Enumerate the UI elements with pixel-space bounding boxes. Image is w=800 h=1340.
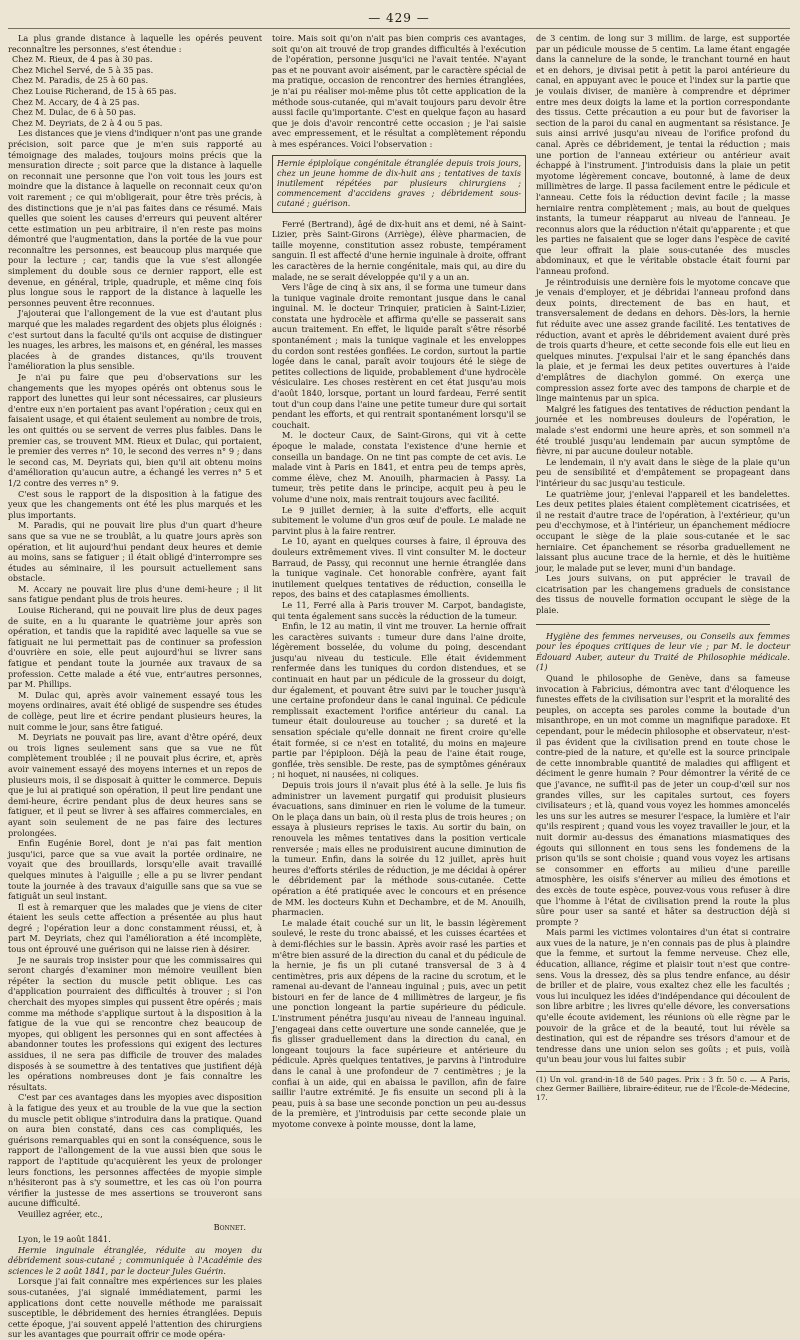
paragraph: Le lendemain, il n'y avait dans le siège de la plaie qu'un peu de sensibilité et d'empâtement se propageant dans l'intérieur du sac jusqu'au testicule.: [536, 456, 790, 488]
column-2: [272, 33, 526, 1183]
footnote: (1) Un vol. grand-in-18 de 540 pages. Prix : 3 fr. 50 c. — A Paris, chez Germer Baillière, libraire-éditeur, rue de l'École-de-Médecine, 17.: [536, 1071, 790, 1103]
paragraph: M. Paradis, qui ne pouvait lire plus d'un quart d'heure sans que sa vue ne se troublât, a lu quatre jours après son opération, et lit aujourd'hui pendant deux heures et demie au moins, sans se fatiguer ; il était obligé d'interrompre ses études au séminaire, il les poursuit actuellement sans obstacle.: [8, 520, 262, 584]
paragraph: Quand le philosophe de Genève, dans sa fameuse invocation à Fabricius, démontra avec tant d'éloquence les funestes effets de la civilisation sur l'esprit et la moralité des peuples, on accepta ses paroles comme la boutade d'un misanthrope, en un mot comme un magnifique paradoxe. Et cependant, pour le médecin philosophe et observateur, n'est-il pas évident que la civilisation prend en toute chose le contre-pied de la nature, et qu'elle est la source principale de cette innombrable quantité de maladies qui affligent et déciment le genre humain ? Pour démontrer la vérité de ce que j'avance, ne suffit-il pas de jeter un coup-d'œil sur nos grandes villes, sur les capitales surtout, ces foyers civilisateurs ; et là, quand vous voyez les hommes amoncelés les uns sur les autres se mesurer l'espace, la lumière et l'air qu'ils respirent ; quand vous les voyez travailler le jour, et la nuit dormir au-dessus des émanations miasmatiques des égouts qui sillonnent en tous sens les fondemens de la prison qu'ils se sont choisie ; quand vous voyez les artisans se consommer en efforts au milieu d'une pareille atmosphère, les oisifs s'énerver au milieu des émotions et des excès de toute espèce, pouvez-vous vous refuser à dire que l'homme à l'état de civilisation prend la route la plus sûre pour user sa santé et hâter sa destruction déjà si prompte ?: [536, 673, 790, 927]
list-item: Chez M. Deyriats, de 2 à 4 ou 5 pas.: [12, 117, 163, 128]
paragraph: Je ne saurais trop insister pour que les commissaires qui seront chargés d'examiner mon mémoire veuillent bien répéter la section du muscle petit oblique. Les cas d'application pourraient des difficultés à trouver ; si l'on cherchait des myopes simples qui pussent être opérés ; mais comme ma méthode s'applique surtout à la disposition à la fatigue de la vue qui se rencontre chez beaucoup de myopes, qui obligent les personnes qui en sont affectées à abandonner toutes les professions qui exigent des lectures assidues, il ne sera pas difficile de trouver des malades disposés à se soumettre à des tentatives que justifient déjà les opérations nombreuses dont je fais connaître les résultats.: [8, 954, 262, 1092]
paragraph: Le 9 juillet dernier, à la suite d'efforts, elle acquit subitement le volume d'un gros œuf de poule. Le malade ne parvint plus à la faire rentrer.: [272, 504, 526, 536]
paragraph: Le malade était couché sur un lit, le bassin légèrement soulevé, le reste du tronc abaissé, et les cuisses écartées et à demi-fléchies sur le bassin. Après avoir rasé les parties et m'être bien assuré de la direction du canal et du pédicule de la hernie, je fis un pli cutané transversal de 3 à 4 centimètres, pris aux dépens de la racine du scrotum, et le ramenai au-devant de l'anneau inguinal ; puis, avec un petit bistouri en fer de lance de 4 millimètres de largeur, je fis une ponction longeant la partie supérieure du pédicule. L'instrument pénétra jusqu'au niveau de l'anneau inguinal. J'engageai dans cette ouverture une sonde cannelée, que je fis glisser graduellement dans la direction du canal, en longeant toujours la face supérieure et antérieure du pédicule. Après quelques tentatives, je parvins à l'introduire dans le canal à une profondeur de 7 centimètres ; je la confiai à un aide, qui en abaissa le pavillon, afin de faire saillir l'autre extrémité. Je fis ensuite un second pli à la peau, puis à sa base une seconde ponction un peu au-dessus de la première, et j'introduisis par cette seconde plaie un myotome convexe à pointe mousse, dont la lame,: [272, 917, 526, 1129]
column-1: [8, 33, 262, 1340]
dateline: Lyon, le 19 août 1841.: [18, 1234, 111, 1245]
paragraph: La plus grande distance à laquelle les opérés peuvent reconnaître les personnes, s'est étendue :: [8, 33, 262, 54]
list-item: Chez Michel Servé, de 5 à 35 pas.: [12, 64, 154, 75]
paragraph: Louise Richerand, qui ne pouvait lire plus de deux pages de suite, en a lu quarante le quatrième jour après son opération, et tandis que la rapidité avec laquelle sa vue se fatiguait ne lui permettait pas de continuer sa profession d'ouvrière en soie, elle peut aujourd'hui se livrer sans fatigue et pendant toute la journée aux travaux de sa profession. Cette malade a été vue, entr'autres personnes, par M. Phillips.: [8, 605, 262, 690]
paragraph: Malgré les fatigues des tentatives de réduction pendant la journée et les nombreuses douleurs de l'opération, le malade s'est endormi une heure après, et son sommeil n'a été troublé jusqu'au lendemain par aucun symptôme de fièvre, ni par aucune douleur notable.: [536, 403, 790, 457]
paragraph: C'est sous le rapport de la disposition à la fatigue des yeux que les changements ont été les plus marqués et les plus importants.: [8, 488, 262, 520]
paragraph: Vers l'âge de cinq à six ans, il se forma une tumeur dans la tunique vaginale droite remontant jusque dans le canal inguinal. M. le docteur Trinquier, praticien à Saint-Lizier, constata une hydrocèle et affirma qu'elle se passerait sans aucun traitement. En effet, le liquide paraît s'être résorbé spontanément ; mais la tunique vaginale et les enveloppes du cordon sont restées gonflées. Le cordon, surtout la partie logée dans le canal, paraît avoir toujours été le siège de petites collections de liquide, probablement d'une hydrocèle vésiculaire. Les choses restèrent en cet état jusqu'au mois d'août 1840, lorsque, portant un lourd fardeau, Ferré sentit tout d'un coup dans l'aine une petite tumeur dure qui sortait pendant les efforts, et qui rentrait spontanément lorsqu'il se couchait.: [272, 282, 526, 430]
list-item: Chez M. Dulac, de 6 à 50 pas.: [12, 107, 136, 118]
section-divider: [536, 624, 770, 625]
case-summary-box: Hernie épiploïque congénitale étranglée depuis trois jours, chez un jeune homme de dix-huit ans ; tentatives de taxis inutilement répétées par plusieurs chirurgiens ; commencement d'accidens graves ; débridement sous-cutané ; guérison.: [272, 155, 526, 213]
paragraph: toire. Mais soit qu'on n'ait pas bien compris ces avantages, soit qu'on ait trouvé de trop grandes difficultés à l'exécution de l'opération, personne jusqu'ici ne l'avait tentée. N'ayant pas et ne pouvant avoir aisément, par le caractère spécial de ma pratique, occasion de rencontrer des hernies étranglées, je n'ai pu réaliser moi-même plus tôt cette application de la méthode sous-cutanée, qui m'avait toujours paru devoir être aussi facile qu'importante. C'est en quelque façon au hasard que je dois d'avoir rencontré cette occasion ; je l'ai saisie avec empressement, et le résultat a complètement répondu à mes espérances. Voici l'observation :: [272, 33, 526, 149]
paragraph: M. Accary ne pouvait lire plus d'une demi-heure ; il lit sans fatigue pendant plus de trois heures.: [8, 583, 262, 605]
paragraph: Mais parmi les victimes volontaires d'un état si contraire aux vues de la nature, je n'en connais pas de plus à plaindre que la femme, et surtout la femme nerveuse. Chez elle, éducation, alliance, régime et plaisir tout n'est que contre-sens. Vous la dressez, dès sa plus tendre enfance, au désir de briller et de plaire, vous exaltez chez elle les facultés ; vous lui inculquez les idées d'indépendance qui découlent de son libre arbitre ; les livres qu'elle dévore, les conversations qu'elle écoute avidement, les réunions où elle règne par le pouvoir de la grâce et de la beauté, tout lui révèle sa destination, qui est de répandre ses trésors d'amour et de tendresse dans une union selon ses goûts ; et puis, voilà qu'un beau jour vous lui faites subir: [536, 927, 790, 1065]
list-item: Chez M. Accary, de 4 à 25 pas.: [12, 96, 140, 107]
list-item: Chez M. Paradis, de 25 à 60 pas.: [12, 75, 149, 86]
paragraph: Les jours suivans, on put apprécier le travail de cicatrisation par les changemens graduels de consistance des tissus de nouvelle formation occupant le siège de la plaie.: [536, 573, 790, 616]
paragraph: Je réintroduisis une dernière fois le myotome concave que je venais d'employer, et je débridai l'anneau profond dans deux points, directement de bas en haut, et transversalement de dedans en dehors. Dès-lors, la hernie fut réduite avec une assez grande facilité. Les tentatives de réduction, avant et après le débridement avaient duré près de trois quarts d'heure, et cette seconde fois elle eut lieu en quelques minutes. J'expulsai l'air et le sang épanchés dans la plaie, et je fermai les deux petites ouvertures à l'aide d'emplâtres de diachylon gommé. On exerça une compression assez forte avec des tampons de charpie et de linge maintenus par un spica.: [536, 276, 790, 404]
paragraph: Depuis trois jours il n'avait plus été à la selle. Je luis fis administrer un lavement purgatif qui produisit plusieurs évacuations, sans diminuer en rien le volume de la tumeur. On le plaça dans un bain, où il resta plus de trois heures ; on essaya à plusieurs reprises le taxis. Au sortir du bain, on renouvela les mêmes tentatives dans la position verticale renversée ; mais elles ne produisirent aucune diminution de la tumeur. Enfin, dans la soirée du 12 juillet, après huit heures d'efforts stériles de réduction, je me décidai à opérer le débridement par la méthode sous-cutanée. Cette opération a été pratiquée avec le concours et en présence de MM. les docteurs Kuhn et Dechambre, et de M. Anouilh, pharmacien.: [272, 780, 526, 918]
paragraph: M. Deyriats ne pouvait pas lire, avant d'être opéré, deux ou trois lignes seulement sans que sa vue ne fût complètement troublée ; il ne pouvait plus écrire, et, après avoir vainement essayé des moyens internes et un repos de plusieurs mois, il se disposait à quitter le commerce. Depuis que je lui ai pratiqué son opération, il peut lire pendant une demi-heure, écrire pendant plus de deux heures sans se fatiguer, et il peut se livrer à ses affaires commerciales, en ayant soin seulement de ne pas faire des lectures prolongées.: [8, 732, 262, 838]
column-3: [536, 33, 790, 1183]
paragraph: M. le docteur Caux, de Saint-Girons, qui vit à cette époque le malade, constata l'existence d'une hernie et conseilla un bandage. On ne tint pas compte de cet avis. Le malade vint à Paris en 1841, et entra peu de temps après, comme élève, chez M. Anouilh, pharmacien à Passy. La tumeur, très petite dans le principe, acquit peu à peu le volume d'une noix, mais rentrait toujours avec facilité.: [272, 430, 526, 504]
paragraph: Ferré (Bertrand), âgé de dix-huit ans et demi, né à Saint-Lizier, près Saint-Girons (Arriège), élève pharmacien, de taille moyenne, constitution assez robuste, tempérament sanguin. Il est affecté d'une hernie inguinale à droite, offrant les caractères de la hernie congénitale, mais qui, au dire du malade, ne se serait développée qu'il y a un an.: [272, 218, 526, 282]
list-item: Chez M. Rieux, de 4 pas à 30 pas.: [12, 54, 153, 65]
paragraph: Enfin Eugénie Borel, dont je n'ai pas fait mention jusqu'ici, parce que sa vue avait la portée ordinaire, ne voyait que des brouillards, lorsqu'elle avait travaillé quelques minutes à l'aiguille ; elle a pu se livrer pendant toute la journée à des travaux d'aiguille sans que sa vue se fatiguât un seul instant.: [8, 838, 262, 902]
article-heading: Hernie inguinale étranglée, réduite au moyen du débridement sous-cutané ; communiquée à l'Académie des sciences le 2 août 1841, par le docteur Jules Guérin.: [8, 1244, 262, 1276]
paragraph: Le 10, ayant en quelques courses à faire, il éprouva des douleurs extrêmement vives. Il vint consulter M. le docteur Barraud, de Passy, qui reconnut une hernie étranglée dans la tunique vaginale. Cet honorable confrère, ayant fait inutilement quelques tentatives de réduction, conseilla le repos, des bains et des cataplasmes émollients.: [272, 536, 526, 600]
paragraph: J'ajouterai que l'allongement de la vue est d'autant plus marqué que les malades regardent des objets plus éloignés : c'est surtout dans la faculté qu'ils ont acquise de distinguer les nuages, les arbres, les maisons et, en général, les masses placées à de grandes distances, qu'ils trouvent l'amélioration la plus sensible.: [8, 308, 262, 372]
closing: Veuillez agréer, etc.,: [18, 1208, 103, 1219]
paragraph: Le quatrième jour, j'enlevai l'appareil et les bandelettes. Les deux petites plaies étaient complètement cicatrisées, et il ne restait d'autre trace de l'opération, à l'extérieur, qu'un peu d'ecchymose, et à l'intérieur, un épanchement médiocre occupant le siège de la plaie sous-cutanée et le sac herniaire. Cet épanchement se résorba graduellement ne laissant plus aucune trace de la hernie, et dès le huitième jour, le malade put se lever, muni d'un bandage.: [536, 488, 790, 573]
page-number: — 429 —: [368, 11, 430, 25]
paragraph: M. Dulac qui, après avoir vainement essayé tous les moyens ordinaires, avait été obligé de suspendre ses études de collège, peut lire et écrire pendant plusieurs heures, la nuit comme le jour, sans être fatigué.: [8, 689, 262, 732]
article-heading: Hygiène des femmes nerveuses, ou Conseils aux femmes pour les époques critiques de leur vie ; par M. le docteur Édouard Auber, auteur du Traité de Philosophie médicale. (1): [536, 630, 790, 673]
columns: [8, 33, 790, 1340]
paragraph: Enfin, le 12 au matin, il vint me trouver. La hernie offrait les caractères suivants : tumeur dure dans l'aine droite, légèrement bosselée, du volume du poing, descendant jusqu'au niveau du testicule. Elle était évidemment renfermée dans les tuniques du cordon distendues, et se continuait en haut par un pédicule de la grosseur du doigt, dur également, et pouvant être suivi par le toucher jusqu'à une certaine profondeur dans le canal inguinal. Ce pédicule remplissait exactement l'orifice antérieur du canal. La tumeur était douloureuse au toucher ; sa dureté et la sensation spéciale qu'elle donnait ne firent croire qu'elle était formée, si ce n'est en totalité, du moins en majeure partie par l'épiploon. Déjà la peau de l'aine était rouge, gonflée, très sensible. De reste, pas de symptômes généraux ; ni hoquet, ni nausées, ni coliques.: [272, 621, 526, 780]
paragraph: Il est à remarquer que les malades que je viens de citer étaient les seuls cette affection a présentée au plus haut degré ; l'opération leur a donc constamment réussi, et, à part M. Deyriats, chez qui l'amélioration a été incomplète, tous ont éprouvé une guérison qui ne laisse rien à désirer.: [8, 901, 262, 955]
header-rule: [8, 28, 790, 29]
paragraph: Je n'ai pu faire que peu d'observations sur les changements que les myopes opérés ont obtenus sous le rapport des lunettes qui leur sont nécessaires, car plusieurs d'entre eux n'en portaient pas avant l'opération ; ceux qui en faisaient usage, et qui étaient seulement au nombre de trois, les ont quittés ou se servent de verres plus faibles. Dans le premier cas, se trouvent MM. Rieux et Dulac, qui portaient, le premier des verres n° 10, le second des verres n° 9 ; dans le second cas, M. Deyriats qui, bien qu'il ait obtenu moins d'amélioration qu'aucun autre, a échangé les verres n° 5 et 1/2 contre des verres n° 9.: [8, 372, 262, 488]
list-item: Chez Louise Richerand, de 15 à 65 pas.: [12, 85, 177, 96]
paragraph: de 3 centim. de long sur 3 millim. de large, est supportée par un pédicule mousse de 5 centim. La lame étant engagée dans la cannelure de la sonde, le tranchant tourné en haut et en dehors, je divisai petit à petit la paroi antérieure du canal, en appuyant avec le pouce et l'index sur la partie que je voulais diviser, de manière à comprendre et déprimer entre mes deux doigts la lame et la portion correspondante des tissus. Cette précaution a eu pour but de favoriser la section de la paroi du canal en augmentant sa résistance. Je suis ainsi arrivé jusqu'au niveau de l'orifice profond du canal. Après ce débridement, je tentai la réduction ; mais une portion de l'anneau extérieur ou antérieur avait échappé à l'instrument. J'introduisis dans la plaie un petit myotome légèrement concave, boutonné, à lame de deux millimètres de large. Il passa facilement entre le pédicule et l'anneau. Cette fois la réduction devint facile ; la masse herniaire rentra complètement ; mais, au bout de quelques instants, la tumeur réapparut au niveau de l'anneau. Je reconnus alors que la réduction n'était qu'apparente ; et que les parties ne faisaient que se loger dans l'espèce de cavité que leur offrait la plaie sous-cutanée des muscles abdominaux, et que le véritable obstacle était fourni par l'anneau profond.: [536, 33, 790, 277]
signature: Bonnet.: [213, 1221, 246, 1232]
paragraph: Les distances que je viens d'indiquer n'ont pas une grande précision, soit parce que je m'en suis rapporté au témoignage des malades, toujours moins précis que la mensuration directe ; soit parce que la distance à laquelle on reconnait une personne que l'on voit tous les jours est moindre que la distance à laquelle on reconnait ceux qu'on voit rarement ; ce qui m'obligerait, pour être très précis, à des distinctions que je n'ai pas faites dans ce résumé. Mais quelles que soient les causes d'erreurs qui peuvent altérer cette estimation un peu arbitraire, il n'en reste pas moins démontré que l'augmentation, dans la portée de la vue pour reconnaître les personnes, est beaucoup plus marquée que pour la lecture ; car, tandis que la vue s'est allongée simplement du double sous ce dernier rapport, elle est devenue, en général, triple, quadruple, et même cinq fois plus longue sous le rapport de la distance à laquelle les personnes peuvent être reconnues.: [8, 128, 262, 308]
paragraph: Lorsque j'ai fait connaître mes expériences sur les plaies sous-cutanées, j'ai signalé immédiatement, parmi les applications dont cette nouvelle méthode me paraissait susceptible, le débridement des hernies étranglées. Depuis cette époque, j'ai souvent appelé l'attention des chirurgiens sur les avantages que pourrait offrir ce mode opéra-: [8, 1276, 262, 1340]
paragraph: Le 11, Ferré alla à Paris trouver M. Carpot, bandagiste, qui tenta également sans succès la réduction de la tumeur.: [272, 599, 526, 621]
paragraph: C'est par ces avantages dans les myopies avec disposition à la fatigue des yeux et au trouble de la vue que la section du muscle petit oblique s'introduira dans la pratique. Quand on aura bien constaté, dans ces cas compliqués, les guérisons remarquables qui en sont la conséquence, sous le rapport de l'allongement de la vue aussi bien que sous le rapport de l'aptitude qu'acquièrent les yeux de prolonger leurs fonctions, les personnes affectées de myopie simple n'hésiteront pas à s'y soumettre, et les cas où l'on pourra vérifier la justesse de mes assertions se trouveront sans aucune difficulté.: [8, 1092, 262, 1209]
